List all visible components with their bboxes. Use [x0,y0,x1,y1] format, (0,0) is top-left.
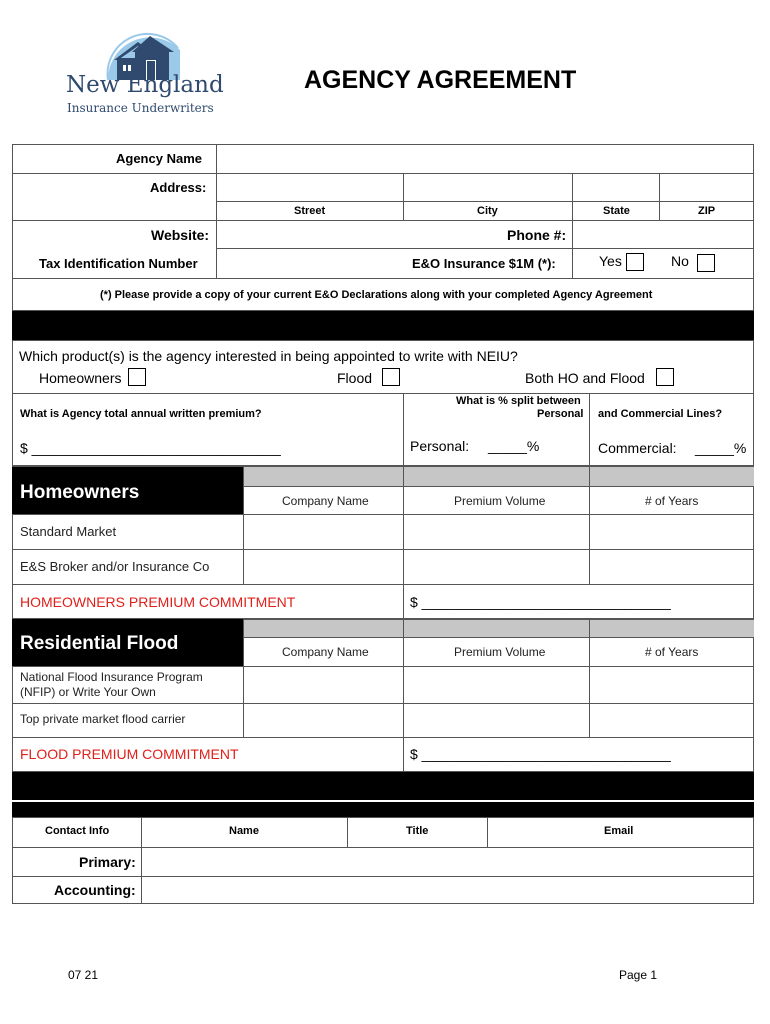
street-field[interactable] [217,174,402,201]
eo-insurance-label: E&O Insurance $1M (*): [412,256,556,271]
flood-column-bar [243,620,754,637]
logo-name: New England [66,72,224,98]
phone-label: Phone #: [507,227,567,243]
logo-tagline: Insurance Underwriters [67,101,214,115]
both-checkbox[interactable] [656,368,674,386]
commercial-percent-input[interactable]: _____% [695,440,747,456]
flood-heading: Residential Flood [20,633,179,654]
both-option-label: Both HO and Flood [525,370,645,386]
ho-commitment-label: HOMEOWNERS PREMIUM COMMITMENT [20,594,296,610]
personal-percent-input[interactable]: _____% [488,438,540,454]
flood-row-nfip-label-1: National Flood Insurance Program [20,670,203,684]
homeowners-column-bar [243,467,754,486]
split-label-line2: Personal [537,408,584,420]
eo-note: (*) Please provide a copy of your current E&O Declarations along with your completed Agency Agreement [100,289,653,301]
eo-no-label: No [671,253,689,269]
flood-commitment-input[interactable]: $ ________________________________ [410,746,671,762]
page-number: Page 1 [619,968,658,982]
homeowners-heading: Homeowners [20,482,140,503]
street-label: Street [294,205,326,217]
section-divider-bar [12,311,754,340]
flood-commitment-label: FLOOD PREMIUM COMMITMENT [20,746,239,762]
personal-label: Personal: [410,438,470,454]
eo-no-checkbox[interactable] [697,254,715,272]
contacts-divider-bar-2 [12,802,754,817]
flood-option-label: Flood [337,370,373,386]
state-field[interactable] [573,174,658,201]
flood-col-company: Company Name [282,645,369,659]
tax-id-label: Tax Identification Number [39,256,198,271]
primary-contact-field[interactable] [142,848,753,875]
contacts-col-email: Email [604,825,634,837]
agency-name-field[interactable] [217,145,753,172]
accounting-contact-field[interactable] [142,877,753,903]
agency-name-label: Agency Name [116,151,202,166]
primary-contact-label: Primary: [79,854,136,870]
contacts-col-name: Name [229,825,259,837]
ho-col-years: # of Years [645,494,699,508]
flood-checkbox[interactable] [382,368,400,386]
state-label: State [603,205,630,217]
homeowners-checkbox[interactable] [128,368,146,386]
commercial-label: Commercial: [598,440,677,456]
eo-yes-label: Yes [599,253,622,269]
ho-row-es-label: E&S Broker and/or Insurance Co [20,559,210,574]
website-label: Website: [151,227,210,243]
ho-commitment-input[interactable]: $ ________________________________ [410,594,671,610]
ho-col-company: Company Name [282,494,369,508]
zip-label: ZIP [698,205,716,217]
address-label: Address: [150,180,207,195]
total-premium-label: What is Agency total annual written premium? [20,408,262,420]
page-title: AGENCY AGREEMENT [304,66,577,94]
flood-row-nfip-label-2: (NFIP) or Write Your Own [20,685,156,699]
logo [62,18,222,118]
contacts-col-contact: Contact Info [45,825,110,837]
city-field[interactable] [404,174,571,201]
flood-col-years: # of Years [645,645,699,659]
ho-row-standard-label: Standard Market [20,524,117,539]
homeowners-option-label: Homeowners [39,370,122,386]
zip-field[interactable] [660,174,753,201]
contacts-col-title: Title [406,825,429,837]
split-label-line1: What is % split between [456,395,581,407]
ho-col-premium: Premium Volume [454,494,546,508]
accounting-contact-label: Accounting: [54,882,136,898]
eo-yes-checkbox[interactable] [626,253,644,271]
city-label: City [477,205,498,217]
tax-id-field[interactable] [217,249,402,277]
contacts-divider-bar [12,772,754,800]
flood-row-private-label: Top private market flood carrier [20,712,186,726]
form-version: 07 21 [68,968,99,982]
phone-field[interactable] [573,221,753,248]
products-question: Which product(s) is the agency interested in being appointed to write with NEIU? [19,348,518,364]
total-premium-input[interactable]: $ ________________________________ [20,440,281,456]
flood-col-premium: Premium Volume [454,645,546,659]
split-label-line3: and Commercial Lines? [598,408,723,420]
